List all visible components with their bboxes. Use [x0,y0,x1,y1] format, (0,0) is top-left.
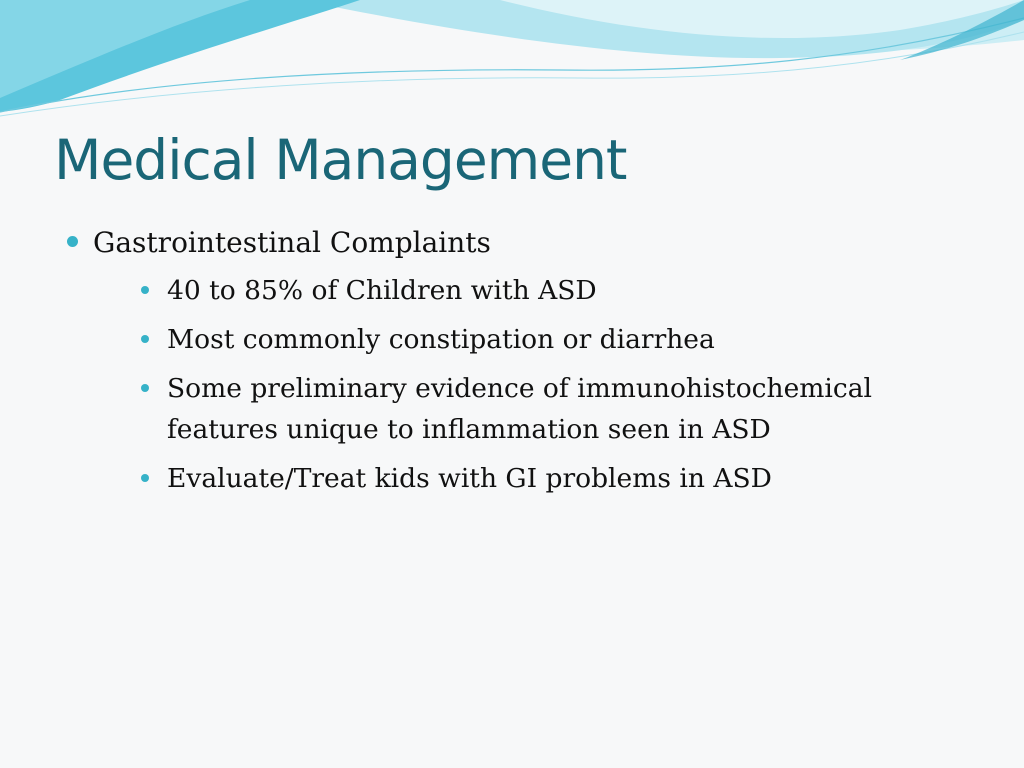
bullet-dot-icon [141,335,149,343]
sub-bullet-item [93,319,960,360]
sub-bullet-item [93,368,960,450]
bullet-dot-icon [141,286,149,294]
sub-bullet-text: Some preliminary evidence of immunohistochemical features unique to inflammation seen in ASD [167,373,872,445]
bullet-text: Gastrointestinal Complaints [93,226,491,259]
sub-bullet-text: 40 to 85% of Children with ASD [167,275,597,306]
header-wave-decoration [0,0,1024,130]
slide-title: Medical Management [54,128,627,192]
sub-bullet-item [93,270,960,311]
sub-bullet-item [93,458,960,499]
bullet-list [60,222,960,507]
sub-bullet-text: Most commonly constipation or diarrhea [167,324,715,355]
sub-bullet-text: Evaluate/Treat kids with GI problems in ASD [167,463,772,494]
bullet-item [60,222,960,499]
bullet-dot-icon [141,384,149,392]
sub-bullet-list [93,270,960,499]
bullet-dot-icon [67,236,78,247]
bullet-dot-icon [141,474,149,482]
